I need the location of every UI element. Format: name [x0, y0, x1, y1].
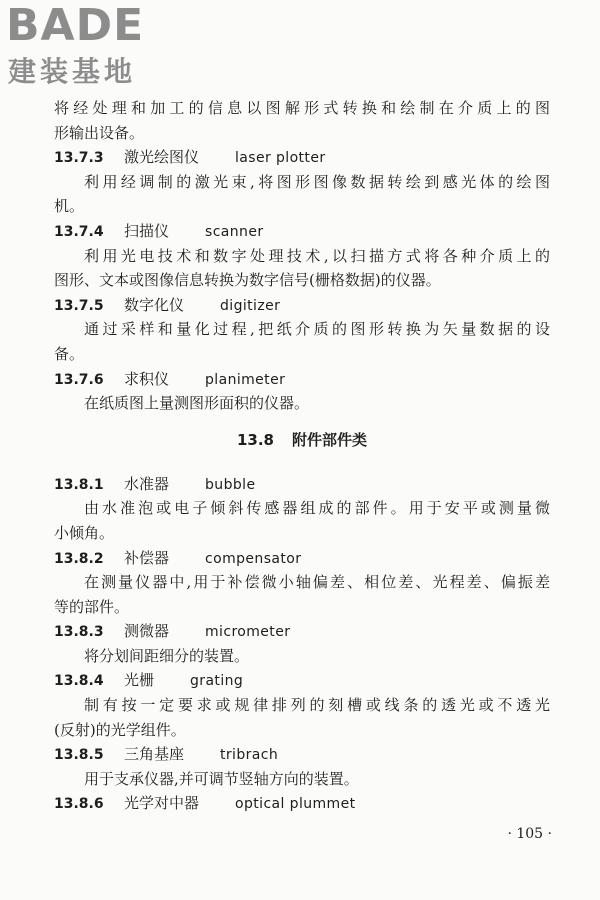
term-definition-line: 在纸质图上量测图形面积的仪器。	[84, 394, 310, 413]
term-number: 13.7.5	[54, 297, 104, 314]
term-definition-line: 备。	[54, 344, 85, 363]
section-heading-13-8	[54, 416, 550, 472]
term-chinese: 扫描仪	[124, 221, 170, 240]
term-chinese: 激光绘图仪	[124, 148, 200, 167]
term-definition-line: 将分划间距细分的装置。	[84, 646, 250, 665]
term-definition-line: 机。	[54, 197, 85, 216]
term-heading-13-8-3	[54, 619, 550, 644]
term-definition-line: 在测量仪器中,用于补偿微小轴偏差、相位差、光程差、偏振差	[84, 573, 550, 592]
logo-chinese-text: 建装基地	[8, 55, 137, 88]
term-heading-13-7-4	[54, 219, 550, 244]
term-number: 13.8.2	[54, 550, 104, 567]
section-title: 附件部件类	[292, 430, 368, 449]
term-english: scanner	[205, 223, 264, 240]
logo-latin-text: BADE	[6, 0, 145, 51]
continuation-line-1: 将经处理和加工的信息以图解形式转换和绘制在介质上的图	[54, 99, 550, 117]
term-number: 13.7.6	[54, 371, 104, 388]
term-heading-13-7-6	[54, 367, 550, 392]
term-chinese: 水准器	[124, 474, 170, 493]
term-chinese: 求积仪	[124, 369, 170, 388]
term-definition-line: 利用光电技术和数字处理技术,以扫描方式将各种介质上的	[84, 246, 550, 265]
term-number: 13.7.4	[54, 223, 104, 240]
term-heading-13-8-2	[54, 546, 550, 571]
term-chinese: 三角基座	[124, 745, 185, 764]
term-english: compensator	[205, 550, 302, 567]
term-english: digitizer	[220, 297, 281, 314]
continuation-line-2: 形输出设备。	[54, 123, 145, 142]
term-definition-line: 制有按一定要求或规律排列的刻槽或线条的透光或不透光	[84, 696, 550, 715]
term-heading-13-8-4	[54, 668, 550, 693]
term-chinese: 光栅	[124, 671, 155, 690]
term-definition-line: 小倾角。	[54, 523, 115, 542]
term-chinese: 测微器	[124, 622, 170, 641]
term-number: 13.8.5	[54, 747, 104, 764]
term-english: tribrach	[220, 747, 279, 764]
term-chinese: 补偿器	[124, 548, 170, 567]
term-definition-line: 利用经调制的激光束,将图形图像数据转绘到感光体的绘图	[84, 172, 550, 191]
term-definition-line: (反射)的光学组件。	[54, 720, 186, 739]
term-number: 13.7.3	[54, 150, 104, 167]
term-english: bubble	[205, 476, 256, 493]
term-number: 13.8.4	[54, 673, 104, 690]
term-definition-line: 由水准泡或电子倾斜传感器组成的部件。用于安平或测量微	[84, 499, 550, 518]
term-chinese: 数字化仪	[124, 295, 185, 314]
term-english: micrometer	[205, 624, 291, 641]
term-number: 13.8.6	[54, 796, 104, 813]
term-heading-13-7-5	[54, 293, 550, 318]
term-definition-line: 等的部件。	[54, 597, 130, 616]
document-body	[54, 96, 550, 816]
term-heading-13-8-6	[54, 791, 550, 816]
term-chinese: 光学对中器	[124, 794, 200, 813]
term-english: optical plummet	[235, 796, 356, 813]
term-english: planimeter	[205, 371, 286, 388]
term-number: 13.8.3	[54, 624, 104, 641]
term-definition-line: 通过采样和量化过程,把纸介质的图形转换为矢量数据的设	[84, 320, 550, 339]
section-number: 13.8	[236, 430, 274, 449]
term-heading-13-7-3	[54, 145, 550, 170]
page-number: · 105 ·	[507, 826, 552, 842]
term-number: 13.8.1	[54, 476, 104, 493]
term-definition-line: 图形、文本或图像信息转换为数字信号(栅格数据)的仪器。	[54, 271, 441, 290]
bade-logo	[6, 2, 182, 94]
term-definition-line: 用于支承仪器,并可调节竖轴方向的装置。	[84, 769, 359, 788]
term-heading-13-8-5	[54, 742, 550, 767]
term-heading-13-8-1	[54, 472, 550, 497]
term-english: laser plotter	[235, 150, 326, 167]
term-english: grating	[190, 673, 244, 690]
